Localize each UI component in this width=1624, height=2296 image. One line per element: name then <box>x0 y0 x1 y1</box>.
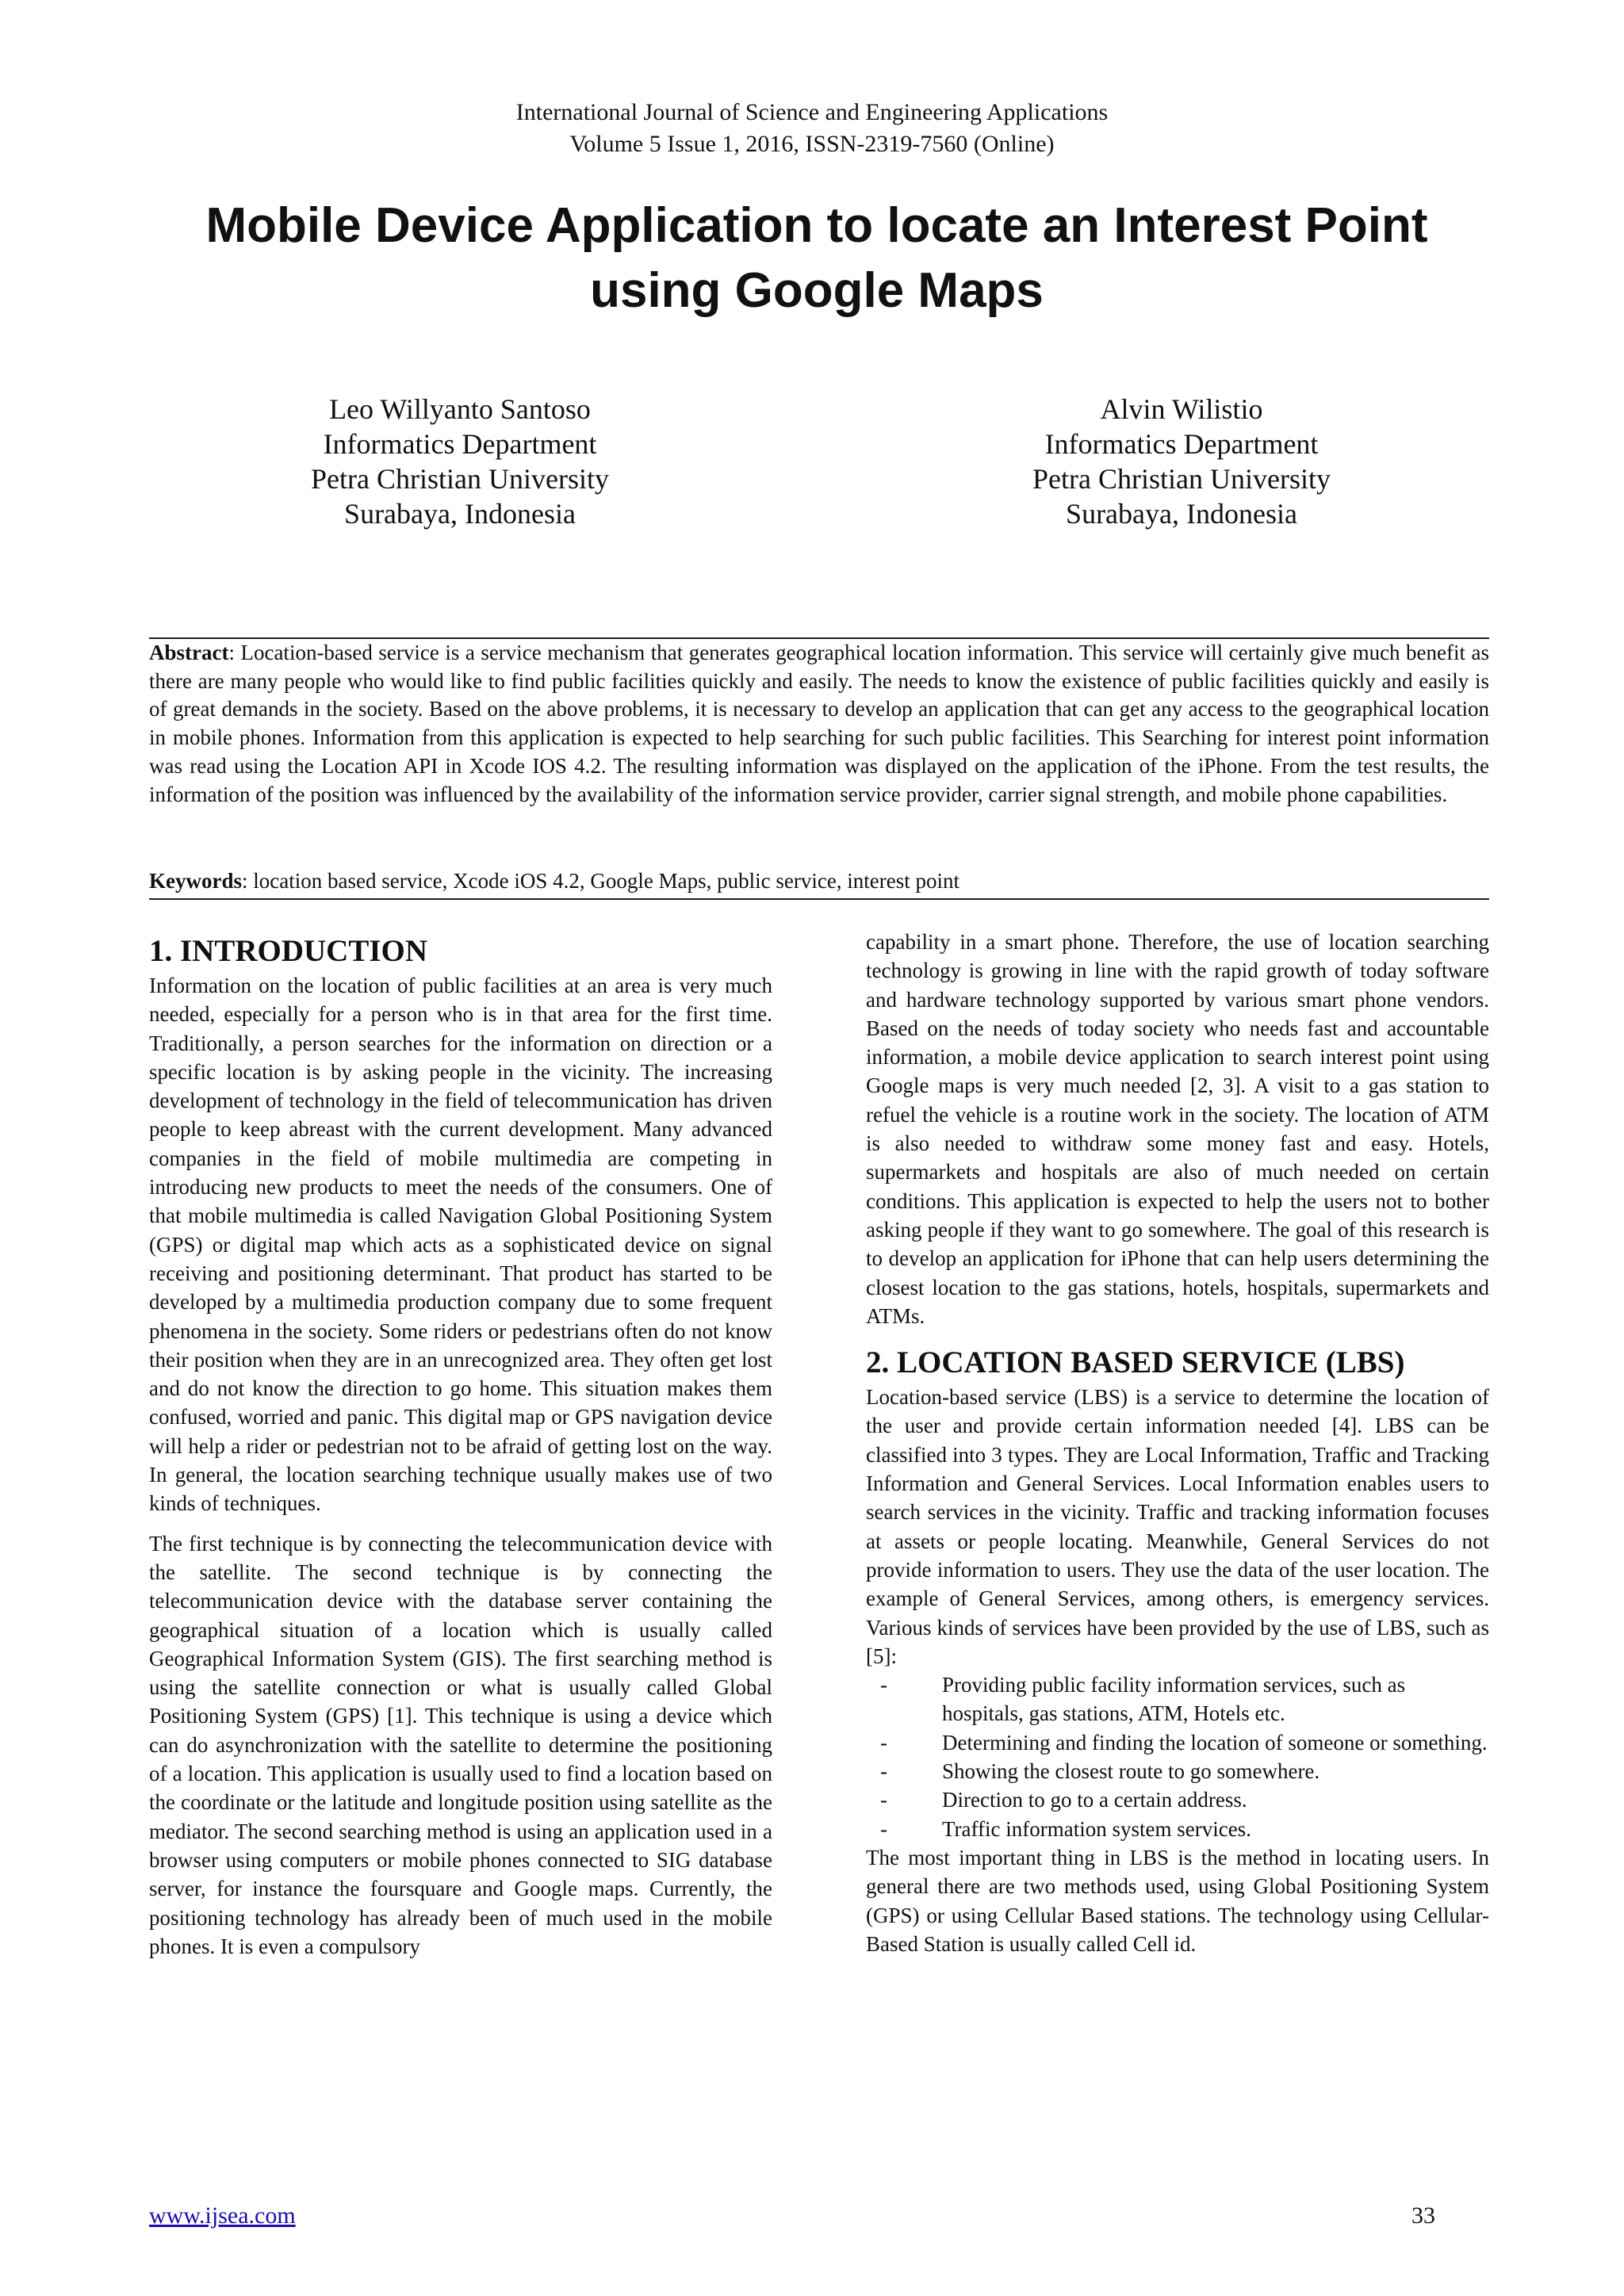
author-name: Alvin Wilistio <box>1100 393 1263 425</box>
author-location: Surabaya, Indonesia <box>344 498 576 530</box>
author-university: Petra Christian University <box>1032 463 1331 495</box>
title-line-1: Mobile Device Application to locate an Interest Point <box>205 198 1428 253</box>
bullet-dash: - <box>880 1759 887 1784</box>
author-department: Informatics Department <box>323 428 597 460</box>
left-column <box>149 932 772 1961</box>
abstract-label: Abstract <box>149 641 229 664</box>
author-location: Surabaya, Indonesia <box>1066 498 1297 530</box>
bullet-dash: - <box>880 1673 887 1697</box>
section-heading-lbs: 2. LOCATION BASED SERVICE (LBS) <box>866 1345 1405 1380</box>
page-number: 33 <box>1411 2202 1435 2229</box>
keywords-bottom-rule <box>149 898 1489 900</box>
journal-website-link[interactable]: www.ijsea.com <box>149 2202 296 2229</box>
journal-name: International Journal of Science and Engineering Applications <box>515 99 1109 125</box>
list-item: - Direction to go to a certain address. <box>866 1785 1489 1814</box>
intro-paragraph-3: capability in a smart phone. Therefore, the use of location searching technology is growing in line with the rapid growth of today software and hardware technology supported by various smart phone vendors. Based on the needs of today society who needs fast and accountable information, a mobile device application to search interest point using Google maps is very much needed [2, 3]. A visit to a gas station to refuel the vehicle is a routine work in the society. The location of ATM is also needed to withdraw some money fast and easy. Hotels, supermarkets and hospitals are also of much needed on certain conditions. This application is expected to help the users not to bother asking people if they want to go somewhere. The goal of this research is to develop an application for iPhone that can help users determining the closest location to the gas stations, hotels, hospitals, supermarkets and ATMs. <box>866 930 1489 1328</box>
journal-header <box>0 97 1624 160</box>
intro-paragraph-1: Information on the location of public facilities at an area is very much needed, especially for a person who is in that area for the first time. Traditionally, a person searches for the information on direction or a specific location is by asking people in the vicinity. The increasing development of technology in the field of telecommunication has driven people to keep abreast with the current development. Many advanced companies in the field of mobile multimedia are competing in introducing new products to meet the needs of the consumers. One of that mobile multimedia is called Navigation Global Positioning System (GPS) or digital map which acts as a sophisticated device on signal receiving and positioning determinant. That product has started to be developed by a multimedia production company due to some frequent phenomena in the society. Some riders or pedestrians often do not know their position when they are in an unrecognized area. They often get lost and do not know the direction to go home. This situation makes them confused, worried and panic. This digital map or GPS navigation device will help a rider or pedestrian not to be afraid of getting lost on the way. In general, the location searching technique usually makes use of two kinds of techniques. <box>149 974 772 1516</box>
lbs-paragraph-1: Location-based service (LBS) is a service to determine the location of the user and provide certain information needed [4]. LBS can be classified into 3 types. They are Local Information, Traffic and Tracking Information and General Services. Local Information enables users to search services in the vicinity. Traffic and tracking information focuses at assets or people locating. Meanwhile, General Services do not provide information to users. They use the data of the user location. The example of General Services, among others, is emergency services. Various kinds of services have been provided by the use of LBS, such as [5]: <box>866 1385 1489 1668</box>
author-block-2 <box>904 392 1459 531</box>
paper-title <box>143 193 1491 323</box>
list-item: - Determining and finding the location of someone or something. <box>866 1728 1489 1757</box>
keywords-label: Keywords <box>149 869 242 893</box>
list-item: - Providing public facility information services, such as hospitals, gas stations, ATM, Hotels etc. <box>866 1670 1489 1728</box>
keywords <box>149 867 1489 895</box>
abstract-text: : Location-based service is a service mechanism that generates geographical location information. This service will certainly give much benefit as there are many people who would like to find public facilities quickly and easily. The needs to know the existence of public facilities quickly and easily is of great demands in the society. Based on the above problems, it is necessary to develop an application that can get any access to the geographical location in mobile phones. Information from this application is expected to help searching for such public facilities. This Searching for interest point information was read using the Location API in Xcode IOS 4.2. The resulting information was displayed on the application of the iPhone. From the test results, the information of the position was influenced by the availability of the information service provider, carrier signal strength, and mobile phone capabilities. <box>149 641 1489 806</box>
author-university: Petra Christian University <box>311 463 609 495</box>
bullet-dash: - <box>880 1816 887 1841</box>
author-department: Informatics Department <box>1044 428 1319 460</box>
bullet-dash: - <box>880 1788 887 1812</box>
abstract <box>149 639 1489 809</box>
journal-volume: Volume 5 Issue 1, 2016, ISSN-2319-7560 (Online) <box>569 131 1055 157</box>
title-line-2: using Google Maps <box>590 263 1044 318</box>
lbs-paragraph-2: The most important thing in LBS is the method in locating users. In general there are two methods used, using Global Positioning System (GPS) or using Cellular Based stations. The technology using Cellular-Based Station is usually called Cell id. <box>866 1845 1489 1956</box>
list-item: - Traffic information system services. <box>866 1815 1489 1843</box>
intro-paragraph-2: The first technique is by connecting the telecommunication device with the satellite. The second technique is by connecting the telecommunication device with the database server containing the geographical situation of a location which is usually called Geographical Information System (GIS). The first searching method is using the satellite connection or what is usually called Global Positioning System (GPS) [1]. This technique is using a device which can do asynchronization with the satellite to determine the positioning of a location. This application is usually used to find a location based on the coordinate or the latitude and longitude position using satellite as the mediator. The second searching method is using an application used in a browser using computers or mobile phones connected to SIG database server, for instance the foursquare and Google maps. Currently, the positioning technology has already been of much used in the mobile phones. It is even a compulsory <box>149 1531 772 1958</box>
keywords-text: : location based service, Xcode iOS 4.2, Google Maps, public service, interest point <box>242 869 960 893</box>
bullet-dash: - <box>880 1730 887 1755</box>
section-heading-introduction: 1. INTRODUCTION <box>149 934 428 968</box>
author-block-1 <box>182 392 737 531</box>
lbs-service-list <box>866 1670 1489 1843</box>
list-item: - Showing the closest route to go somewhere. <box>866 1757 1489 1785</box>
author-name: Leo Willyanto Santoso <box>329 393 591 425</box>
right-column <box>866 928 1489 1958</box>
